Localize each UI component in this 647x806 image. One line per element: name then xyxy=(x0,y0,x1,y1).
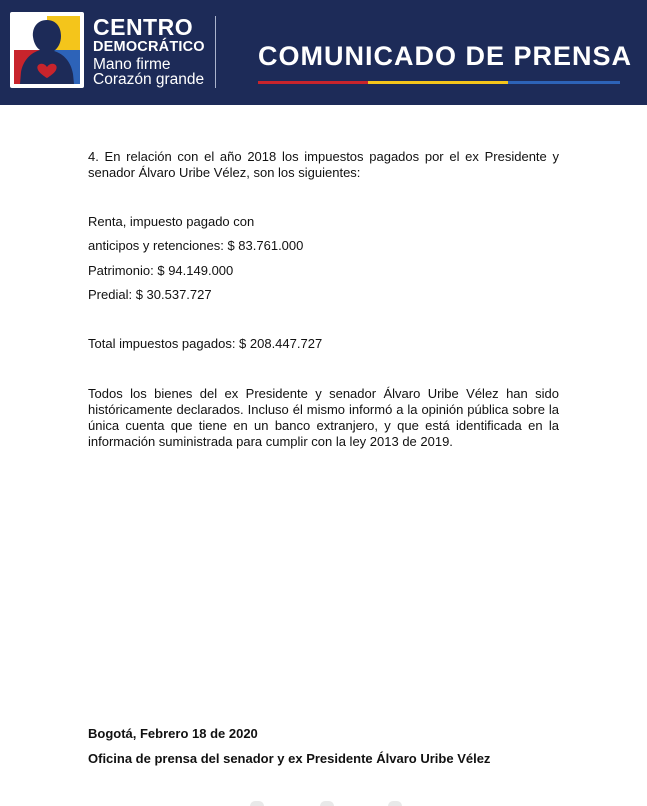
slogan-line-1: Mano firme xyxy=(93,56,171,73)
tax-total: Total impuestos pagados: $ 208.447.727 xyxy=(88,336,323,351)
slogan-line-2: Corazón grande xyxy=(93,71,205,88)
stripe-blue xyxy=(508,81,620,84)
paragraph-declaration: Todos los bienes del ex Presidente y senador Álvaro Uribe Vélez han sido históricamente declarados. Incluso él mismo informó a la opinión pública sobre la única cuenta que tiene en un banco extranjero, y que está identificada en la información suministrada para cumplir con la ley 2013 de 2019. xyxy=(88,386,559,449)
tax-item-renta-1: Renta, impuesto pagado con xyxy=(88,214,255,229)
decor-dot xyxy=(388,801,402,806)
header-divider xyxy=(215,16,216,88)
page-header xyxy=(0,0,647,105)
bottom-decoration xyxy=(0,801,647,806)
stripe-red xyxy=(258,81,368,84)
decor-dot xyxy=(320,801,334,806)
tax-item-predial: Predial: $ 30.537.727 xyxy=(88,287,212,302)
silhouette-icon xyxy=(10,12,84,88)
decor-dot xyxy=(250,801,264,806)
brand-subtitle: DEMOCRÁTICO xyxy=(93,39,205,55)
page-title: COMUNICADO DE PRENSA xyxy=(258,41,633,71)
tax-item-renta-2: anticipos y retenciones: $ 83.761.000 xyxy=(88,238,304,253)
stripe-yellow xyxy=(368,81,508,84)
date-line: Bogotá, Febrero 18 de 2020 xyxy=(88,726,258,741)
signature-line: Oficina de prensa del senador y ex Presidente Álvaro Uribe Vélez xyxy=(88,751,491,766)
brand-name: CENTRO xyxy=(93,14,194,40)
tax-item-patrimonio: Patrimonio: $ 94.149.000 xyxy=(88,263,234,278)
paragraph-intro: 4. En relación con el año 2018 los impuestos pagados por el ex Presidente y senador Álvaro Uribe Vélez, son los siguientes: xyxy=(88,149,559,180)
party-logo-icon xyxy=(10,12,84,88)
